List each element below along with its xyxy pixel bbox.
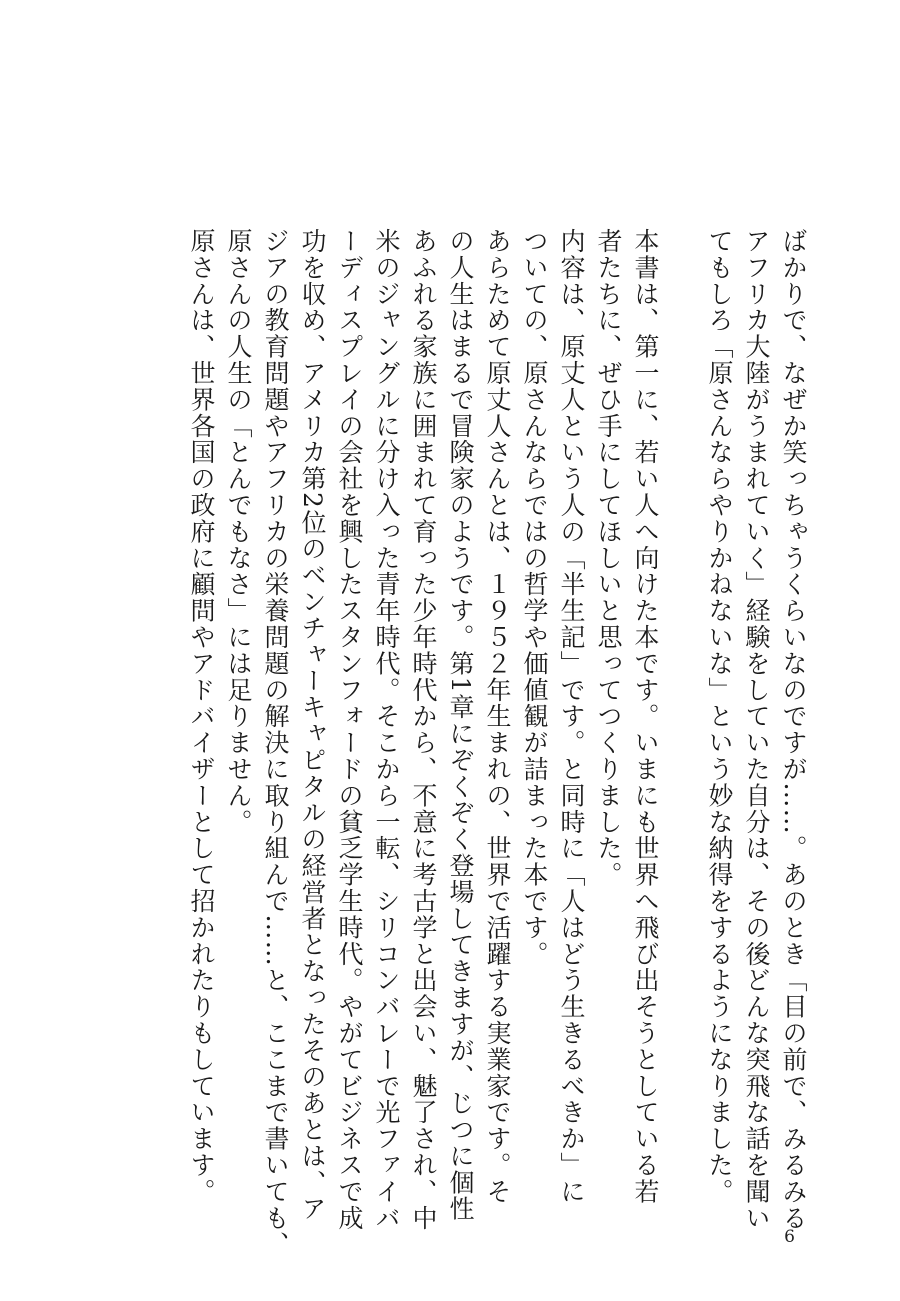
text-line: ーディスプレイの会社を興したスタンフォードの貧乏学生時代。やがてビジネスで成 xyxy=(335,228,364,1232)
text-line: ばかりで、なぜか笑っちゃうくらいなのですが……。あのとき「目の前で、みるみる xyxy=(779,228,808,1232)
text-line: あらためて原丈人さんとは、１９５２年生まれの、世界で活躍する実業家です。そ xyxy=(483,228,512,1205)
paragraph-gap xyxy=(664,228,701,1148)
text-line: あふれる家族に囲まれて育った少年時代から、不意に考古学と出会い、魅了され、中 xyxy=(409,228,438,1232)
text-line: 米のジャングルに分け入った青年時代。そこから一転、シリコンバレーで光ファイバ xyxy=(372,228,401,1232)
text-line: 原さんの人生の「とんでもなさ」には足りません。 xyxy=(224,228,253,836)
text-line: 内容は、原丈人という人の「半生記」です。と同時に「人はどう生きるべきか」に xyxy=(557,228,586,1205)
text-line: アフリカ大陸がうまれていく」経験をしていた自分は、その後どんな突飛な話を聞い xyxy=(742,228,771,1232)
text-line: 功を収め、アメリカ第2位のベンチャーキャピタルの経営者となったそのあとは、ア xyxy=(298,228,327,1223)
page-number: 6 xyxy=(784,1227,795,1247)
text-line: 者たちに、ぜひ手にしてほしいと思ってつくりました。 xyxy=(594,228,623,888)
text-line: の人生はまるで冒険家のようです。第1章にぞくぞく登場してきますが、じつに個性 xyxy=(446,228,475,1223)
text-line: ついての、原さんならではの哲学や価値観が詰まった本です。 xyxy=(520,228,549,968)
text-line: 原さんは、世界各国の政府に顧問やアドバイザーとして招かれたりもしています。 xyxy=(187,228,216,1205)
text-line: ジアの教育問題やアフリカの栄養問題の解決に取り組んで……と、ここまで書いても、 xyxy=(261,228,290,1258)
text-line: てもしろ「原さんならやりかねないな」という妙な納得をするようになりました。 xyxy=(705,228,734,1205)
text-line: 本書は、第一に、若い人へ向けた本です。いまにも世界へ飛び出そうとしている若 xyxy=(631,228,660,1205)
vertical-text-body xyxy=(183,228,812,1258)
